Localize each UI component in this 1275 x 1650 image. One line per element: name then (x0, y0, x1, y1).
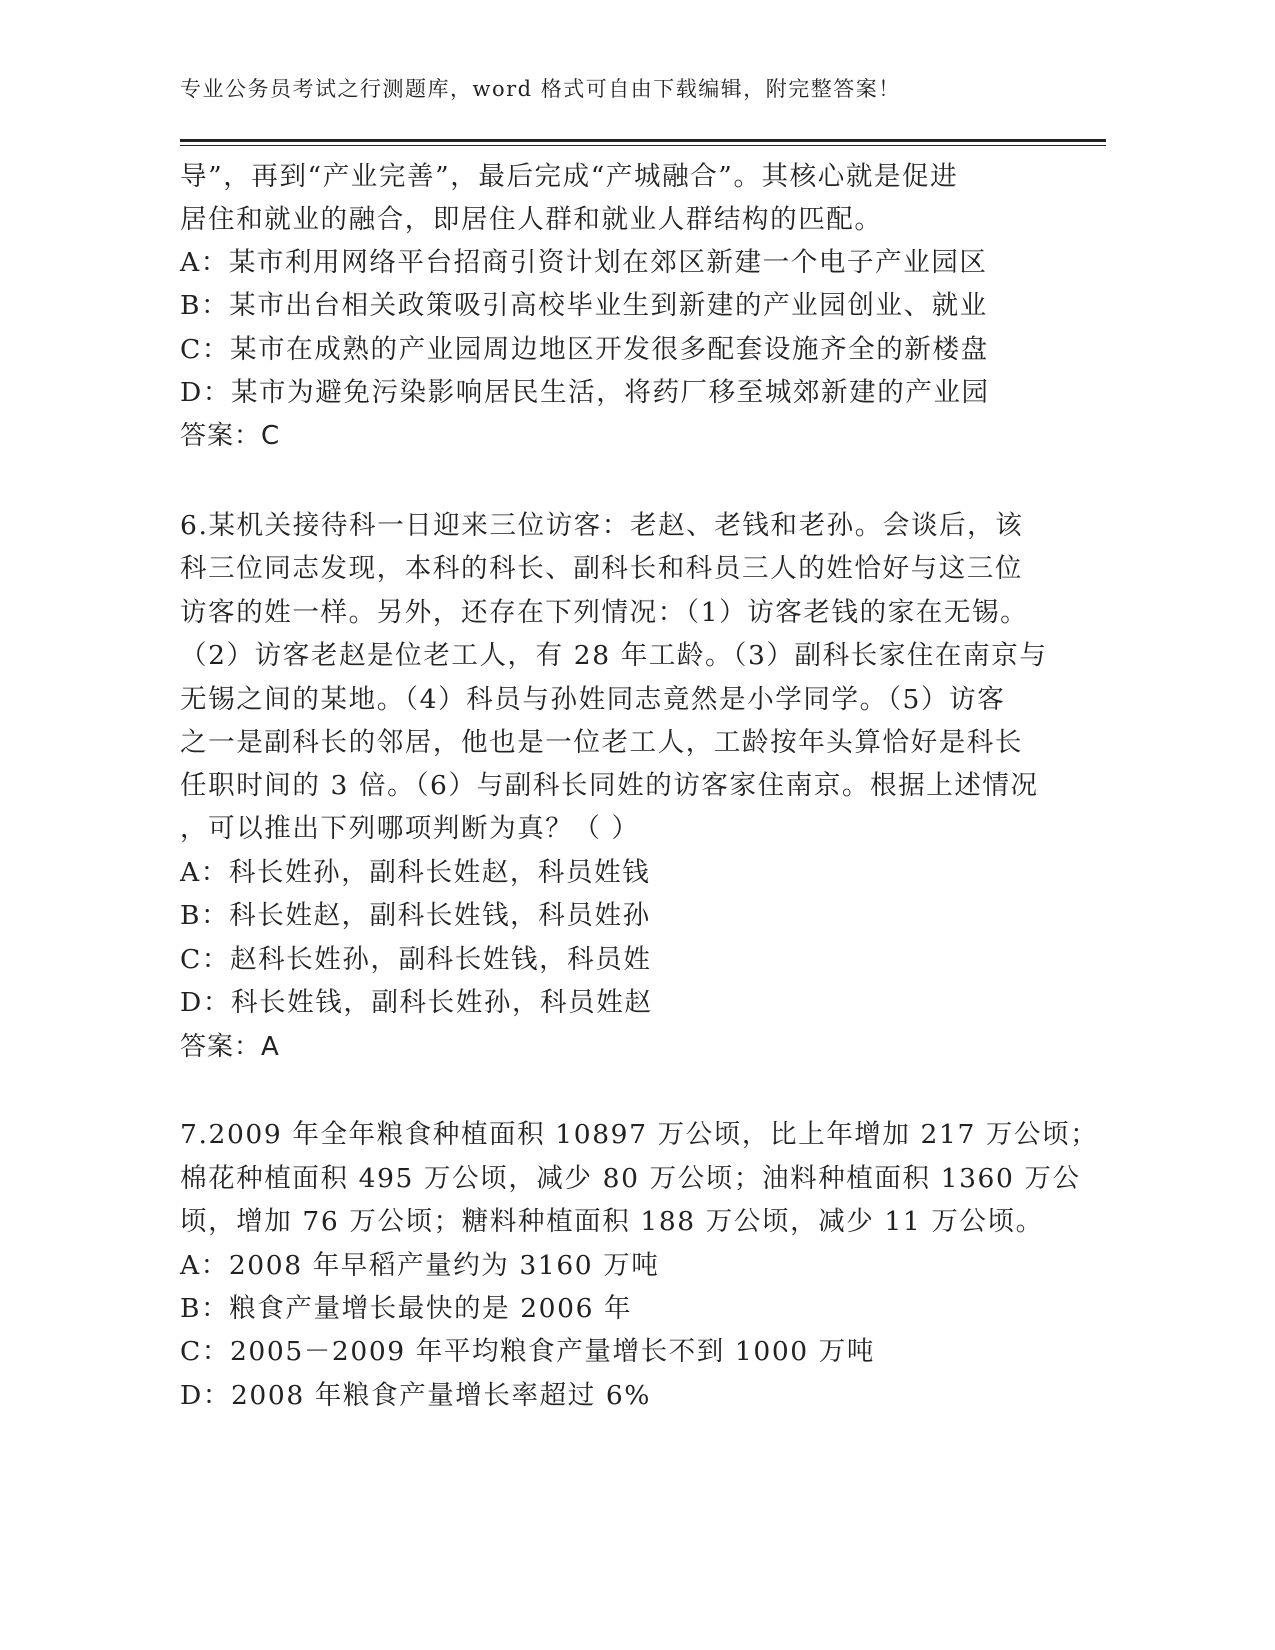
page-header: 专业公务员考试之行测题库，word 格式可自由下载编辑，附完整答案！ (180, 77, 901, 101)
q6-option-d: D：科长姓钱，副科长姓孙，科员姓赵 (180, 987, 653, 1018)
q6-stem-line: 之一是副科长的邻居，他也是一位老工人，工龄按年头算恰好是科长 (180, 727, 1023, 758)
q7-option-b: B：粮食产量增长最快的是 2006 年 (180, 1293, 633, 1324)
header-rule-thick (180, 139, 1106, 142)
q5-answer: 答案：C (180, 421, 281, 451)
q6-stem-line: 6.某机关接待科一日迎来三位访客：老赵、老钱和老孙。会谈后，该 (180, 510, 1024, 541)
q6-stem-line: 无锡之间的某地。（4）科员与孙姓同志竟然是小学同学。（5）访客 (180, 684, 1006, 715)
q6-option-b: B：科长姓赵，副科长姓钱，科员姓孙 (180, 900, 651, 931)
q7-option-c: C：2005－2009 年平均粮食产量增长不到 1000 万吨 (180, 1336, 875, 1367)
q7-stem-line: 棉花种植面积 495 万公顷，减少 80 万公顷；油料种植面积 1360 万公 (180, 1163, 1081, 1194)
q5-option-b: B：某市出台相关政策吸引高校毕业生到新建的产业园创业、就业 (180, 290, 988, 321)
q6-option-a: A：科长姓孙，副科长姓赵，科员姓钱 (180, 857, 651, 888)
q5-stem-line: 居住和就业的融合，即居住人群和就业人群结构的匹配。 (180, 204, 883, 235)
q5-stem-line: 导”，再到“产业完善”，最后完成“产城融合”。其核心就是促进 (180, 161, 959, 192)
q6-stem-line: （2）访客老赵是位老工人，有 28 年工龄。（3）副科长家住在南京与 (180, 640, 1048, 671)
q6-stem-line: 访客的姓一样。另外，还存在下列情况：（1）访客老钱的家在无锡。 (180, 597, 1029, 628)
q6-stem-line: 科三位同志发现，本科的科长、副科长和科员三人的姓恰好与这三位 (180, 553, 1023, 584)
q6-stem-line: 任职时间的 3 倍。（6）与副科长同姓的访客家住南京。根据上述情况 (180, 770, 1039, 801)
q7-stem-line: 顷，增加 76 万公顷；糖料种植面积 188 万公顷，减少 11 万公顷。 (180, 1206, 1044, 1237)
q7-option-a: A：2008 年早稻产量约为 3160 万吨 (180, 1250, 660, 1281)
q5-option-c: C：某市在成熟的产业园周边地区开发很多配套设施齐全的新楼盘 (180, 334, 989, 365)
q6-answer: 答案：A (180, 1032, 280, 1062)
q7-option-d: D：2008 年粮食产量增长率超过 6% (180, 1380, 652, 1411)
q6-option-c: C：赵科长姓孙，副科长姓钱，科员姓 (180, 944, 652, 975)
q7-stem-line: 7.2009 年全年粮食种植面积 10897 万公顷，比上年增加 217 万公顷； (180, 1119, 1099, 1150)
q5-option-a: A：某市利用网络平台招商引资计划在郊区新建一个电子产业园区 (180, 247, 988, 278)
q5-option-d: D：某市为避免污染影响居民生活，将药厂移至城郊新建的产业园 (180, 377, 990, 408)
q6-stem-line: ，可以推出下列哪项判断为真？（ ） (180, 813, 640, 844)
header-rule-thin (180, 145, 1106, 146)
